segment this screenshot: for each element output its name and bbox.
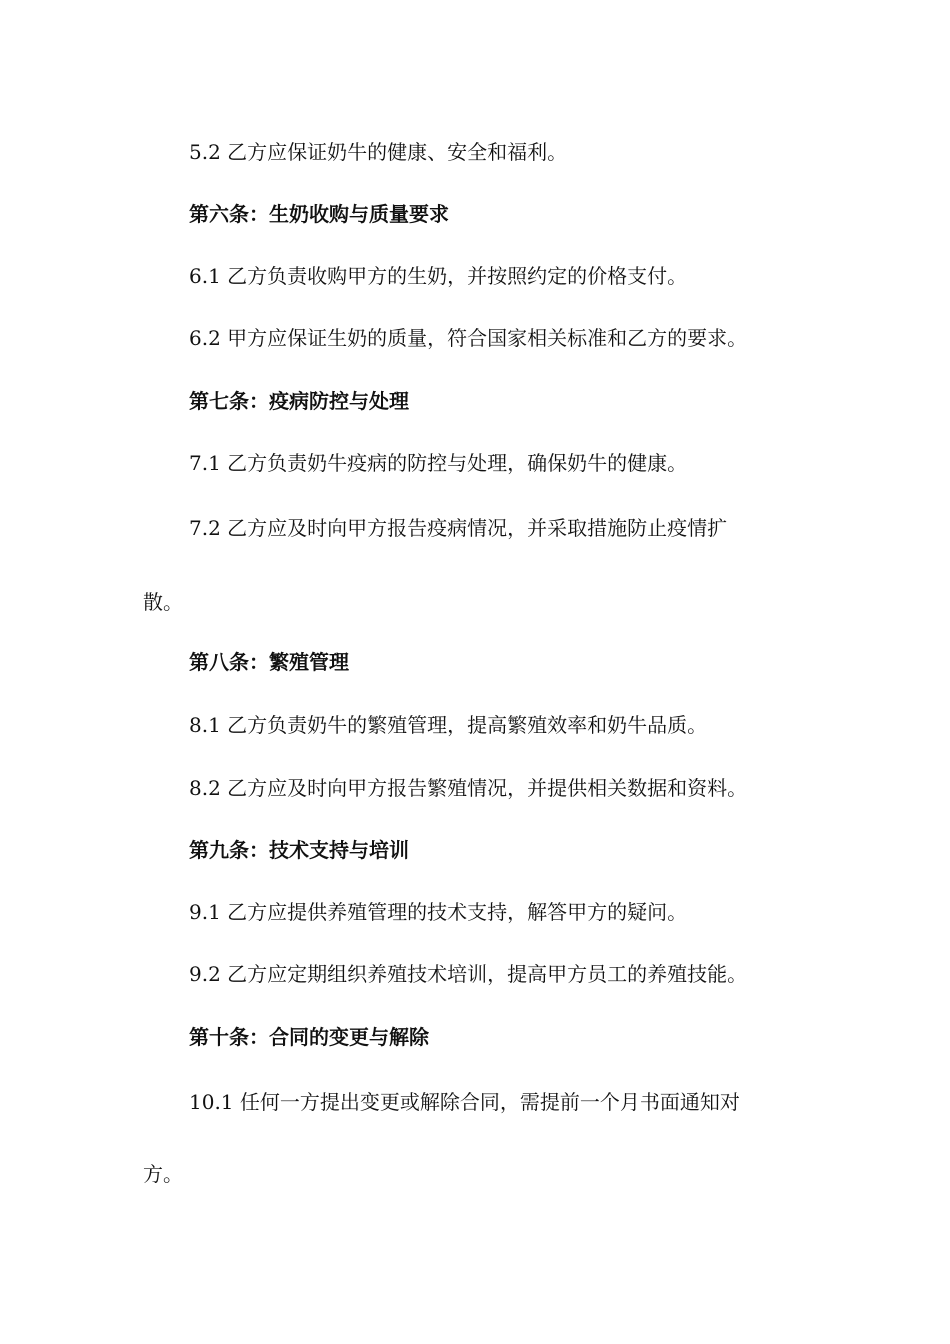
- clause-7-2-continued: 散。: [143, 590, 183, 614]
- clause-10-1-continued: 方。: [143, 1162, 183, 1186]
- article-10-heading: 第十条：合同的变更与解除: [189, 1025, 429, 1049]
- clause-10-1: 10.1 任何一方提出变更或解除合同，需提前一个月书面通知对: [189, 1090, 740, 1114]
- clause-5-2: 5.2 乙方应保证奶牛的健康、安全和福利。: [189, 140, 568, 164]
- article-8-heading: 第八条：繁殖管理: [189, 650, 349, 674]
- clause-7-2: 7.2 乙方应及时向甲方报告疫病情况，并采取措施防止疫情扩: [189, 516, 728, 540]
- article-9-heading: 第九条：技术支持与培训: [189, 838, 409, 862]
- clause-9-1: 9.1 乙方应提供养殖管理的技术支持，解答甲方的疑问。: [189, 900, 688, 924]
- article-6-heading: 第六条：生奶收购与质量要求: [189, 202, 449, 226]
- clause-7-1: 7.1 乙方负责奶牛疫病的防控与处理，确保奶牛的健康。: [189, 451, 688, 475]
- article-7-heading: 第七条：疫病防控与处理: [189, 389, 409, 413]
- clause-8-1: 8.1 乙方负责奶牛的繁殖管理，提高繁殖效率和奶牛品质。: [189, 713, 708, 737]
- clause-9-2: 9.2 乙方应定期组织养殖技术培训，提高甲方员工的养殖技能。: [189, 962, 748, 986]
- clause-6-2: 6.2 甲方应保证生奶的质量，符合国家相关标准和乙方的要求。: [189, 326, 748, 350]
- clause-6-1: 6.1 乙方负责收购甲方的生奶，并按照约定的价格支付。: [189, 264, 688, 288]
- clause-8-2: 8.2 乙方应及时向甲方报告繁殖情况，并提供相关数据和资料。: [189, 776, 748, 800]
